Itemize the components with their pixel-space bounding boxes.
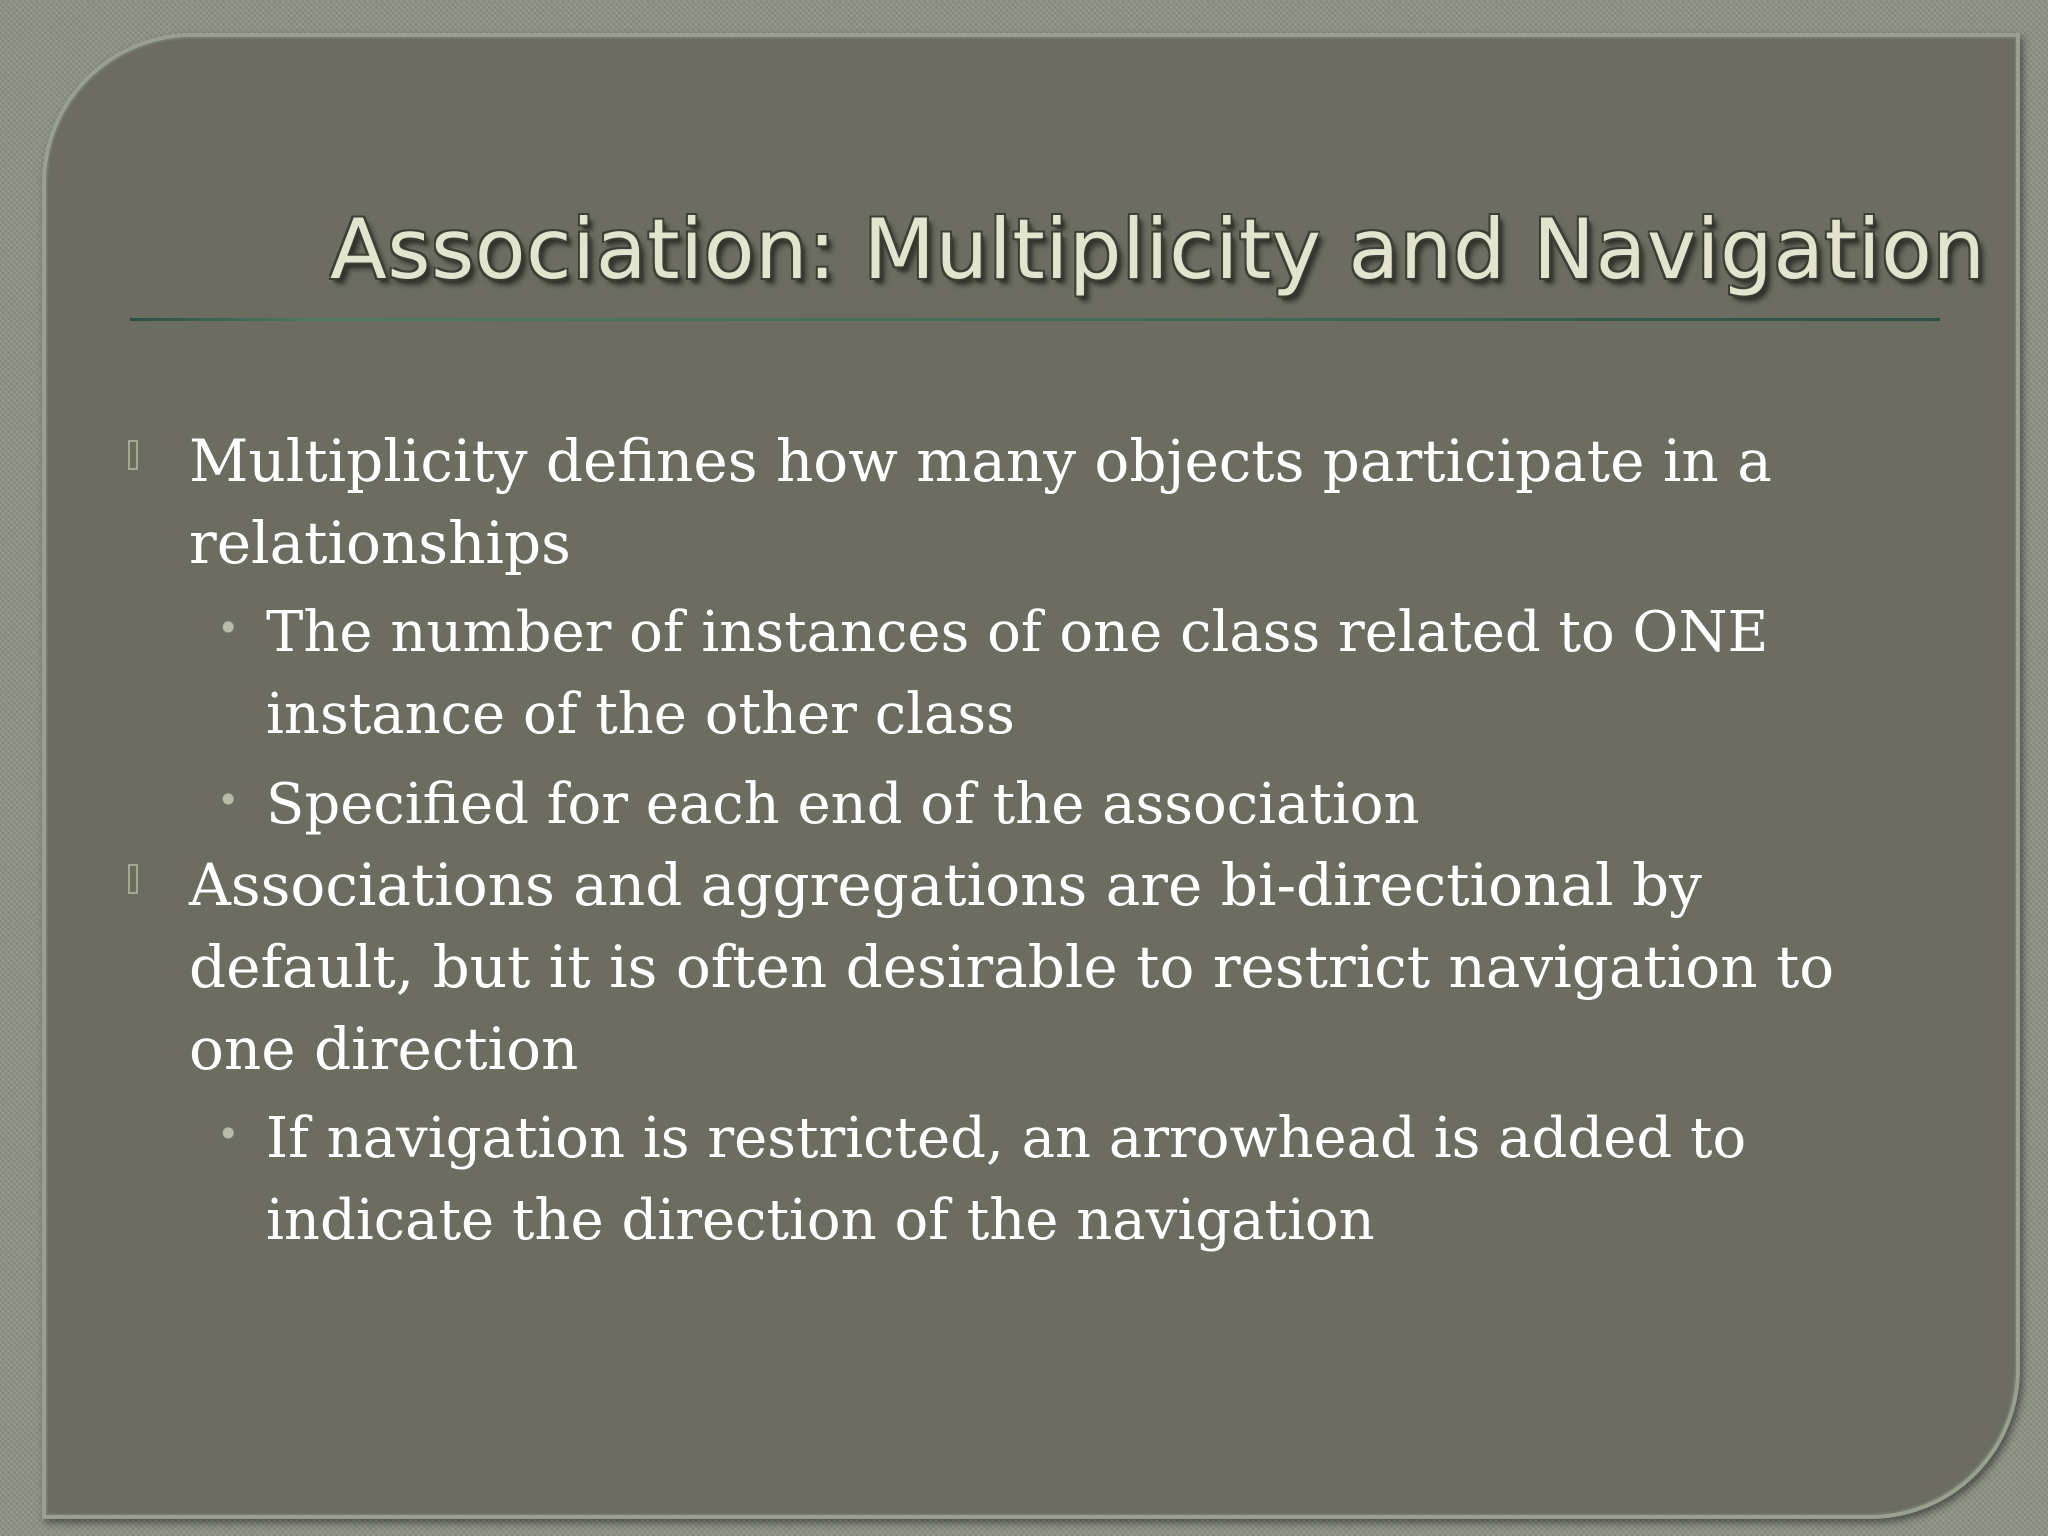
bullet-text: Multiplicity defines how many objects participate in a relationships — [189, 427, 1772, 577]
sub-bullet-text: The number of instances of one class related to ONE instance of the other class — [266, 600, 1769, 747]
sub-bullet-item — [112, 764, 1912, 846]
sub-bullet-item — [112, 592, 1912, 756]
sub-bullet-dot-icon: • — [217, 606, 240, 650]
sub-bullet-text: Specified for each end of the association — [266, 772, 1420, 837]
sub-bullet-item — [112, 1098, 1912, 1262]
slide-title: Association: Multiplicity and Navigation — [330, 201, 1986, 298]
bullet-item — [112, 420, 1912, 584]
title-divider — [130, 318, 1940, 321]
bullet-item — [112, 844, 1912, 1090]
sub-bullet-text: If navigation is restricted, an arrowhead is added to indicate the direction of the navigation — [266, 1106, 1747, 1253]
sub-bullet-dot-icon: • — [217, 1112, 240, 1156]
bullet-marker-icon — [128, 864, 138, 894]
bullet-text: Associations and aggregations are bi-directional by default, but it is often desirable to restrict navigation to one direction — [189, 851, 1835, 1083]
slide-body — [112, 420, 1912, 1272]
bullet-marker-icon — [128, 440, 138, 470]
sub-bullet-dot-icon: • — [217, 778, 240, 822]
